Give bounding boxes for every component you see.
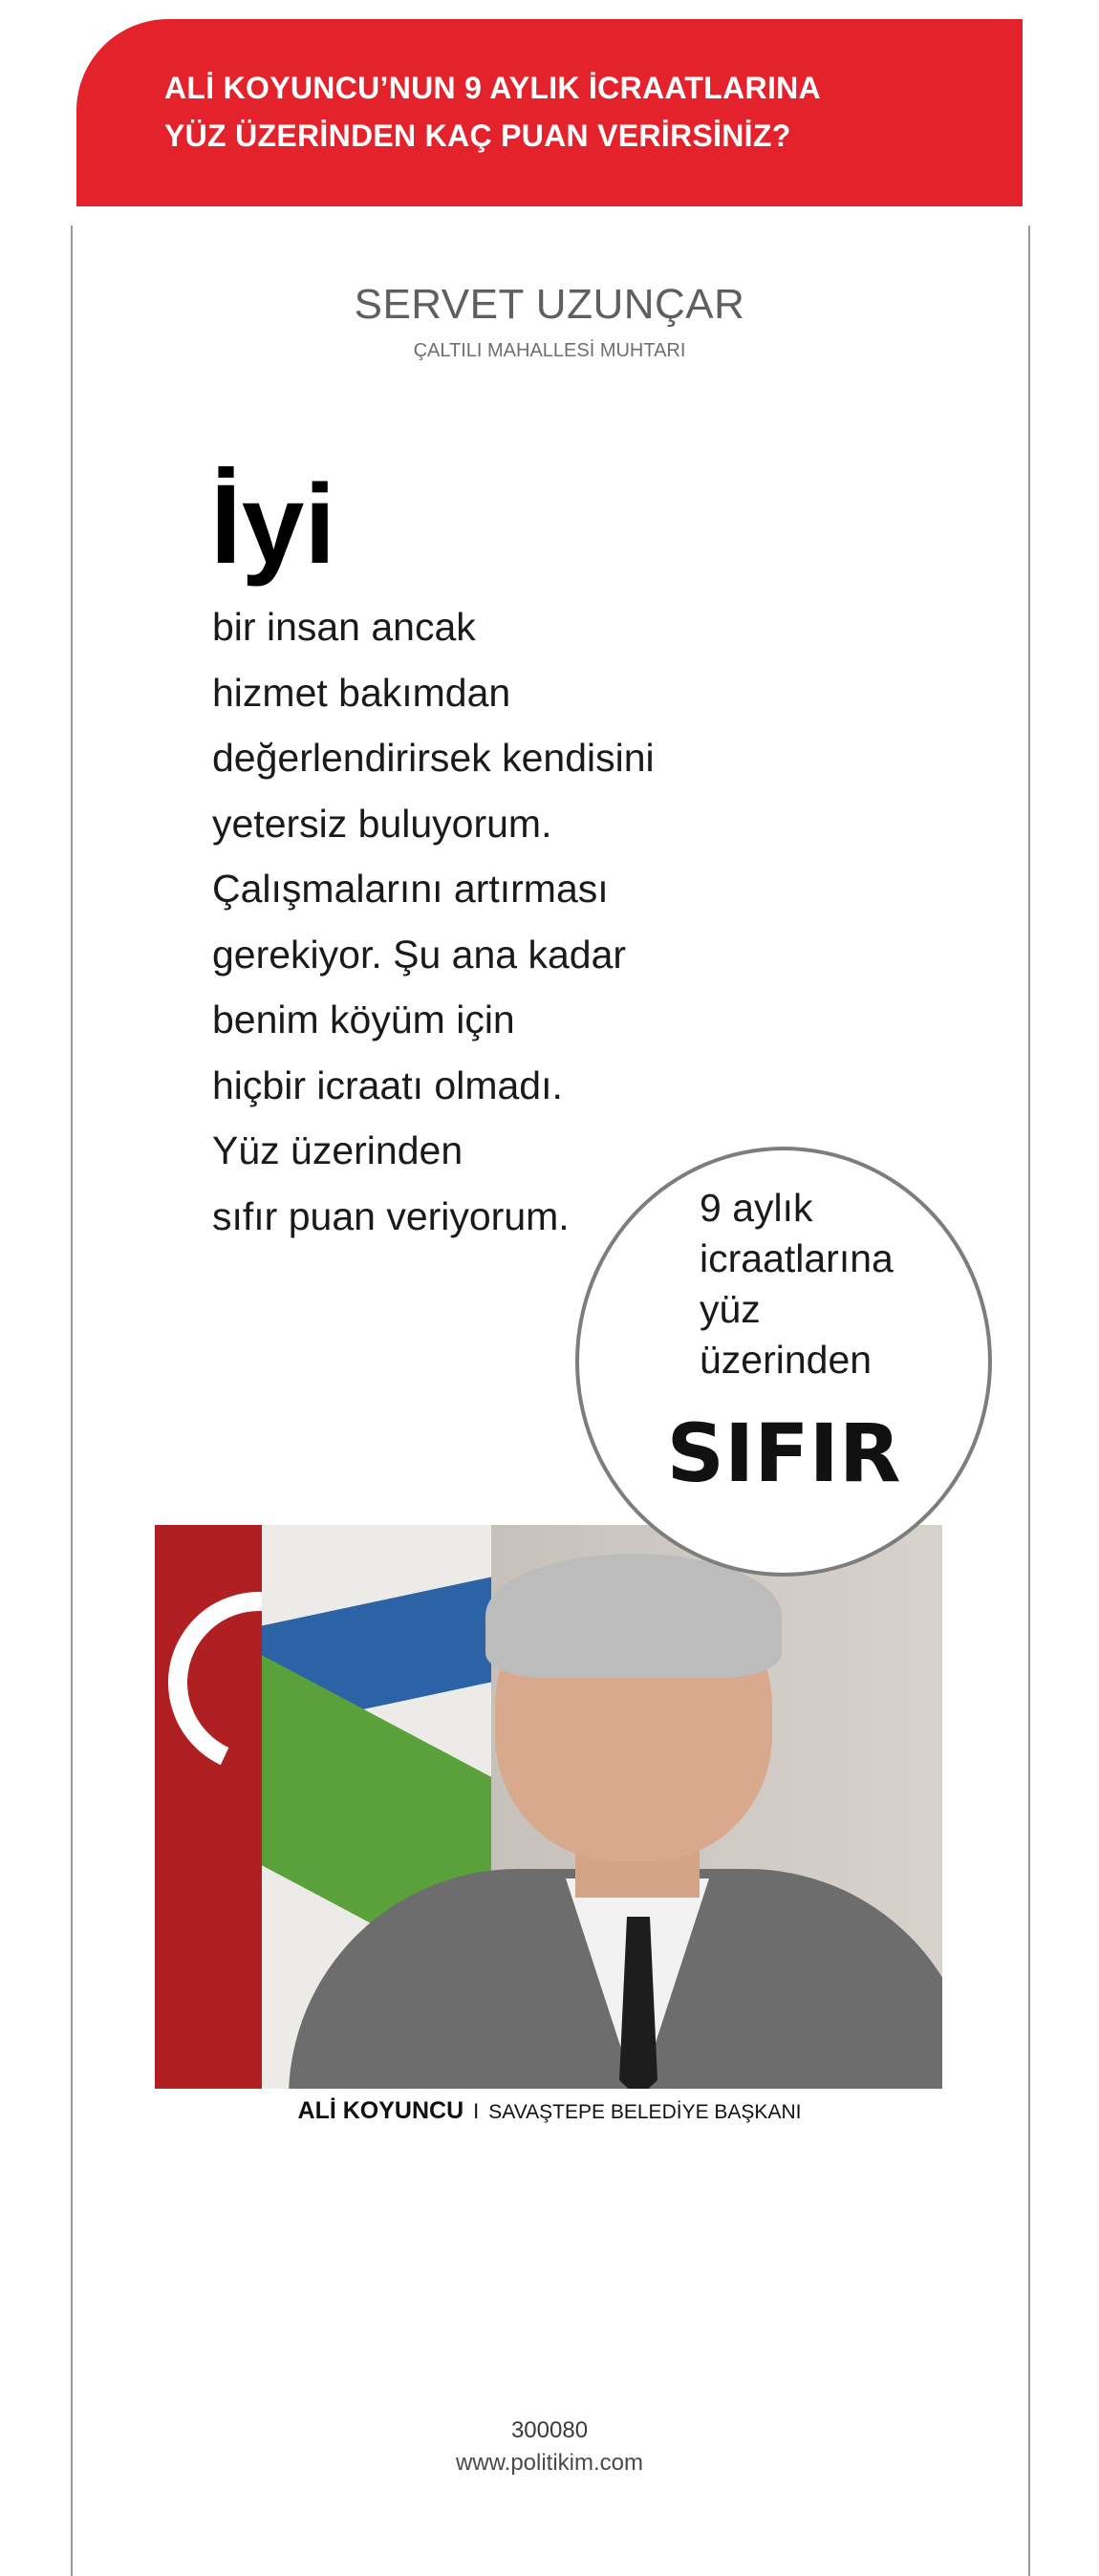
quote-line: Çalışmalarını artırması	[212, 867, 609, 911]
quote-line: bir insan ancak	[212, 605, 476, 649]
rating-label	[700, 1183, 894, 1385]
rating-label-line: icraatlarına	[700, 1236, 894, 1280]
rating-circle	[575, 1147, 992, 1577]
rating-label-line: yüz	[700, 1287, 761, 1331]
author-name: SERVET UZUNÇAR	[354, 281, 745, 328]
headline-line-1: ALİ KOYUNCU’NUN 9 AYLIK İCRAATLARINA	[164, 71, 821, 105]
author-title: ÇALTILI MAHALLESİ MUHTARI	[413, 340, 686, 361]
quote-line: benim köyüm için	[212, 998, 515, 1041]
header-banner	[76, 19, 1023, 206]
quote-line: gerekiyor. Şu ana kadar	[212, 932, 627, 977]
hair-shape	[485, 1554, 782, 1678]
caption-separator: I	[473, 2099, 480, 2123]
quote-line: değerlendirirsek kendisini	[212, 736, 655, 780]
quote-line: Yüz üzerinden	[212, 1128, 463, 1172]
photo-caption	[0, 2097, 1099, 2125]
mayor-portrait-photo	[155, 1525, 942, 2089]
quote-lead-word: İyi	[210, 462, 336, 588]
quote-line: yetersiz buluyorum.	[212, 801, 552, 846]
headline-line-2: YÜZ ÜZERİNDEN KAÇ PUAN VERİRSİNİZ?	[164, 118, 791, 153]
caption-role: SAVAŞTEPE BELEDİYE BAŞKANI	[488, 2101, 802, 2123]
rating-label-line: 9 aylık	[700, 1186, 813, 1230]
footer-id: 300080	[510, 2417, 589, 2443]
quote-line: hizmet bakımdan	[212, 670, 511, 715]
quote-line: hiçbir icraatı olmadı.	[212, 1063, 563, 1107]
footer-url: www.politikim.com	[455, 2450, 644, 2476]
rating-value: SIFIR	[666, 1406, 901, 1500]
frame-right-border	[1028, 225, 1030, 2576]
quote-body	[212, 594, 655, 1249]
frame-left-border	[71, 225, 73, 2576]
quote-line: sıfır puan veriyorum.	[212, 1193, 570, 1238]
rating-label-line: üzerinden	[700, 1338, 873, 1382]
caption-name: ALİ KOYUNCU	[297, 2097, 464, 2124]
